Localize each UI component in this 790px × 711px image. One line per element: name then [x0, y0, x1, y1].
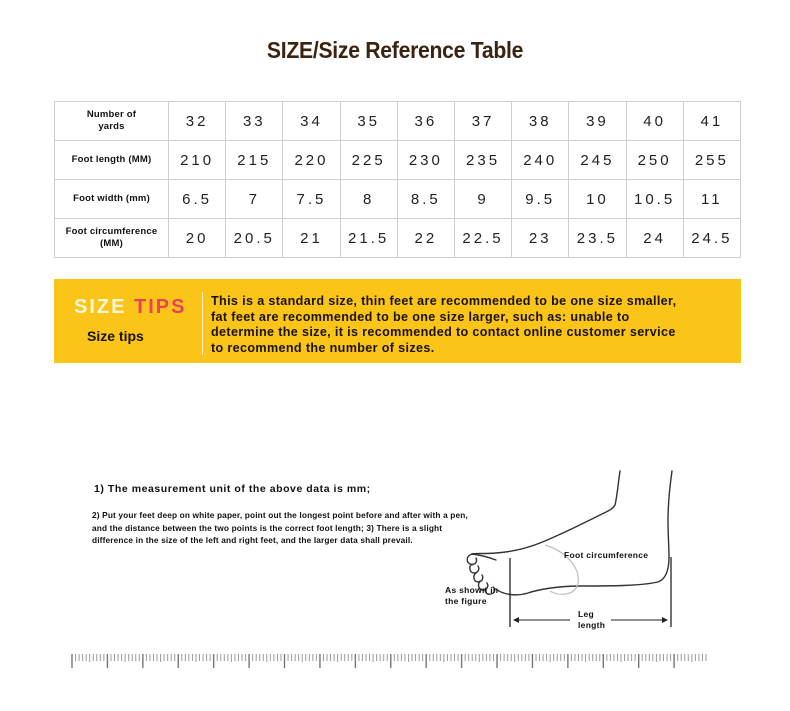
- note-line: and the distance between the two points is the correct foot length; 3) There is a slight: [92, 522, 443, 533]
- table-cell: 10.5: [626, 180, 683, 219]
- table-cell: 210: [169, 141, 226, 180]
- size-tips-body: [211, 294, 731, 356]
- table-cell: 33: [226, 102, 283, 141]
- table-cell: 230: [397, 141, 454, 180]
- table-cell: 32: [169, 102, 226, 141]
- tips-line: determine the size, it is recommended to contact online customer service: [211, 325, 676, 339]
- table-cell: 250: [626, 141, 683, 180]
- table-cell: 11: [683, 180, 740, 219]
- table-cell: 39: [569, 102, 626, 141]
- table-cell: 40: [626, 102, 683, 141]
- table-cell: 24.5: [683, 219, 740, 258]
- tips-line: This is a standard size, thin feet are recommended to be one size smaller,: [211, 294, 677, 308]
- table-row: [55, 141, 741, 180]
- leg-length-line: length: [578, 620, 606, 630]
- table-cell: 9: [454, 180, 511, 219]
- tips-divider: [202, 292, 203, 355]
- table-cell: 24: [626, 219, 683, 258]
- row-label-line: Foot length (MM): [71, 154, 152, 165]
- leg-length-label: [578, 609, 605, 631]
- foot-measurement-diagram: [430, 465, 710, 635]
- table-cell: 22: [397, 219, 454, 258]
- table-cell: 235: [454, 141, 511, 180]
- table-cell: 21.5: [340, 219, 397, 258]
- table-row: [55, 180, 741, 219]
- measurement-note-1: 1) The measurement unit of the above data is mm;: [94, 483, 371, 495]
- table-cell: 23: [512, 219, 569, 258]
- table-row: [55, 219, 741, 258]
- row-label-line: yards: [98, 121, 125, 132]
- table-cell: 35: [340, 102, 397, 141]
- table-cell: 20: [169, 219, 226, 258]
- table-cell: 7.5: [283, 180, 340, 219]
- size-tips-heading: [74, 296, 186, 319]
- leg-length-line: Leg: [578, 609, 595, 619]
- as-shown-label: [445, 585, 498, 607]
- table-cell: 220: [283, 141, 340, 180]
- page-title: SIZE/Size Reference Table: [266, 37, 524, 63]
- tips-line: fat feet are recommended to be one size larger, such as: unable to: [211, 309, 630, 324]
- size-tips-heading-word1: SIZE: [74, 296, 127, 318]
- table-cell: 240: [512, 141, 569, 180]
- table-cell: 36: [397, 102, 454, 141]
- table-cell: 20.5: [226, 219, 283, 258]
- table-cell: 38: [512, 102, 569, 141]
- table-cell: 215: [226, 141, 283, 180]
- table-cell: 7: [226, 180, 283, 219]
- size-tips-banner: [54, 279, 741, 363]
- table-cell: 8: [340, 180, 397, 219]
- size-tips-subheading: Size tips: [87, 328, 144, 344]
- table-row: [55, 102, 741, 141]
- row-label-line: (MM): [100, 238, 123, 249]
- foot-circumference-label: Foot circumference: [564, 550, 649, 560]
- ruler-scale-icon: [70, 650, 710, 672]
- table-cell: 6.5: [169, 180, 226, 219]
- table-cell: 41: [683, 102, 740, 141]
- row-label-line: Foot circumference: [65, 226, 158, 237]
- row-label-line: Number of: [86, 109, 137, 120]
- as-shown-line: the figure: [445, 596, 487, 606]
- table-cell: 21: [283, 219, 340, 258]
- row-label: [55, 180, 169, 219]
- table-cell: 8.5: [397, 180, 454, 219]
- size-tips-heading-word2: TIPS: [134, 296, 187, 318]
- note-line: 2) Put your feet deep on white paper, point out the longest point before and after with a pen,: [92, 510, 468, 520]
- table-cell: 9.5: [512, 180, 569, 219]
- table-cell: 23.5: [569, 219, 626, 258]
- row-label-line: Foot width (mm): [73, 193, 150, 204]
- table-cell: 37: [454, 102, 511, 141]
- size-reference-table: [54, 101, 741, 258]
- tips-line: to recommend the number of sizes.: [211, 340, 435, 355]
- row-label: [55, 102, 169, 141]
- table-cell: 225: [340, 141, 397, 180]
- table-cell: 10: [569, 180, 626, 219]
- table-cell: 255: [683, 141, 740, 180]
- table-cell: 34: [283, 102, 340, 141]
- table-cell: 22.5: [454, 219, 511, 258]
- as-shown-line: As shown in: [445, 585, 499, 595]
- table-cell: 245: [569, 141, 626, 180]
- note-line: difference in the size of the left and right feet, and the larger data shall prevail.: [92, 535, 413, 545]
- row-label: [55, 141, 169, 180]
- row-label: [55, 219, 169, 258]
